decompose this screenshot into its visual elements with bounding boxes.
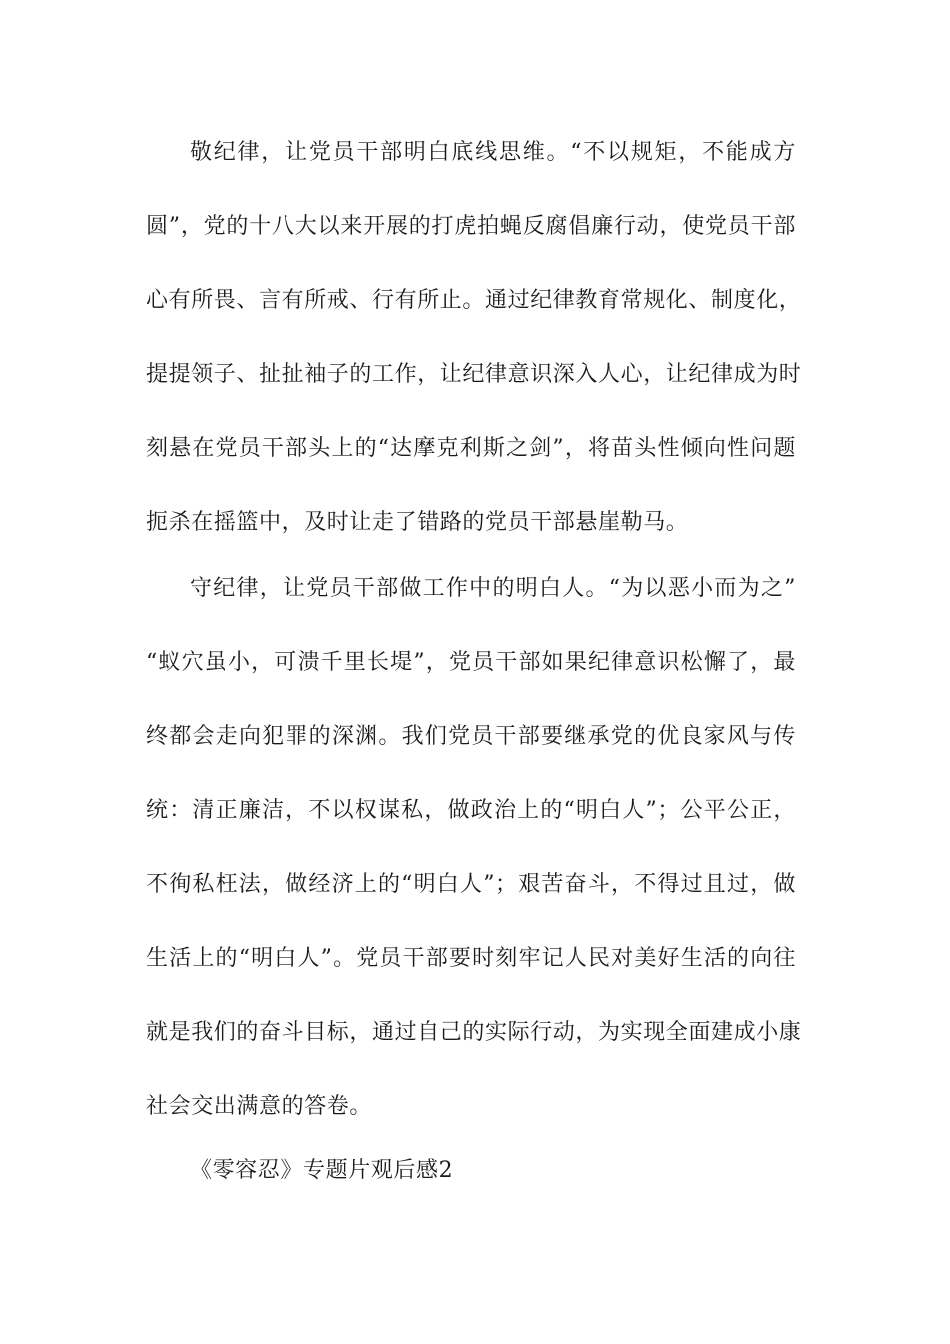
paragraph-1-line-5: 刻悬在党员干部头上的“达摩克利斯之剑”，将苗头性倾向性问题 — [146, 436, 796, 461]
paragraph-2-line-5: 不徇私枉法，做经济上的“明白人”；艰苦奋斗，不得过且过，做 — [146, 872, 796, 897]
paragraph-2-line-7: 就是我们的奋斗目标，通过自己的实际行动，为实现全面建成小康 — [146, 1020, 802, 1045]
paragraph-1-line-3: 心有所畏、言有所戒、行有所止。通过纪律教育常规化、制度化， — [146, 288, 802, 313]
paragraph-1-line-4: 提提领子、扯扯袖子的工作，让纪律意识深入人心，让纪律成为时 — [146, 362, 802, 387]
paragraph-2-line-6: 生活上的“明白人”。党员干部要时刻牢记人民对美好生活的向往 — [146, 946, 796, 971]
paragraph-2-line-4: 统：清正廉洁，不以权谋私，做政治上的“明白人”；公平公正， — [146, 798, 796, 823]
paragraph-2-line-8: 社会交出满意的答卷。 — [146, 1094, 373, 1119]
paragraph-1-line-1: 敬纪律，让党员干部明白底线思维。“不以规矩，不能成方 — [190, 140, 796, 165]
paragraph-2-line-1: 守纪律，让党员干部做工作中的明白人。“为以恶小而为之” — [190, 576, 796, 601]
paragraph-2-line-2: “蚁穴虽小，可溃千里长堤”，党员干部如果纪律意识松懈了，最 — [146, 650, 796, 675]
paragraph-1-line-6: 扼杀在摇篮中，及时让走了错路的党员干部悬崖勒马。 — [146, 510, 689, 535]
paragraph-1-line-2: 圆”，党的十八大以来开展的打虎拍蝇反腐倡廉行动，使党员干部 — [146, 214, 796, 239]
section-heading: 《零容忍》专题片观后感2 — [190, 1158, 454, 1183]
paragraph-2-line-3: 终都会走向犯罪的深渊。我们党员干部要继承党的优良家风与传 — [146, 724, 796, 749]
